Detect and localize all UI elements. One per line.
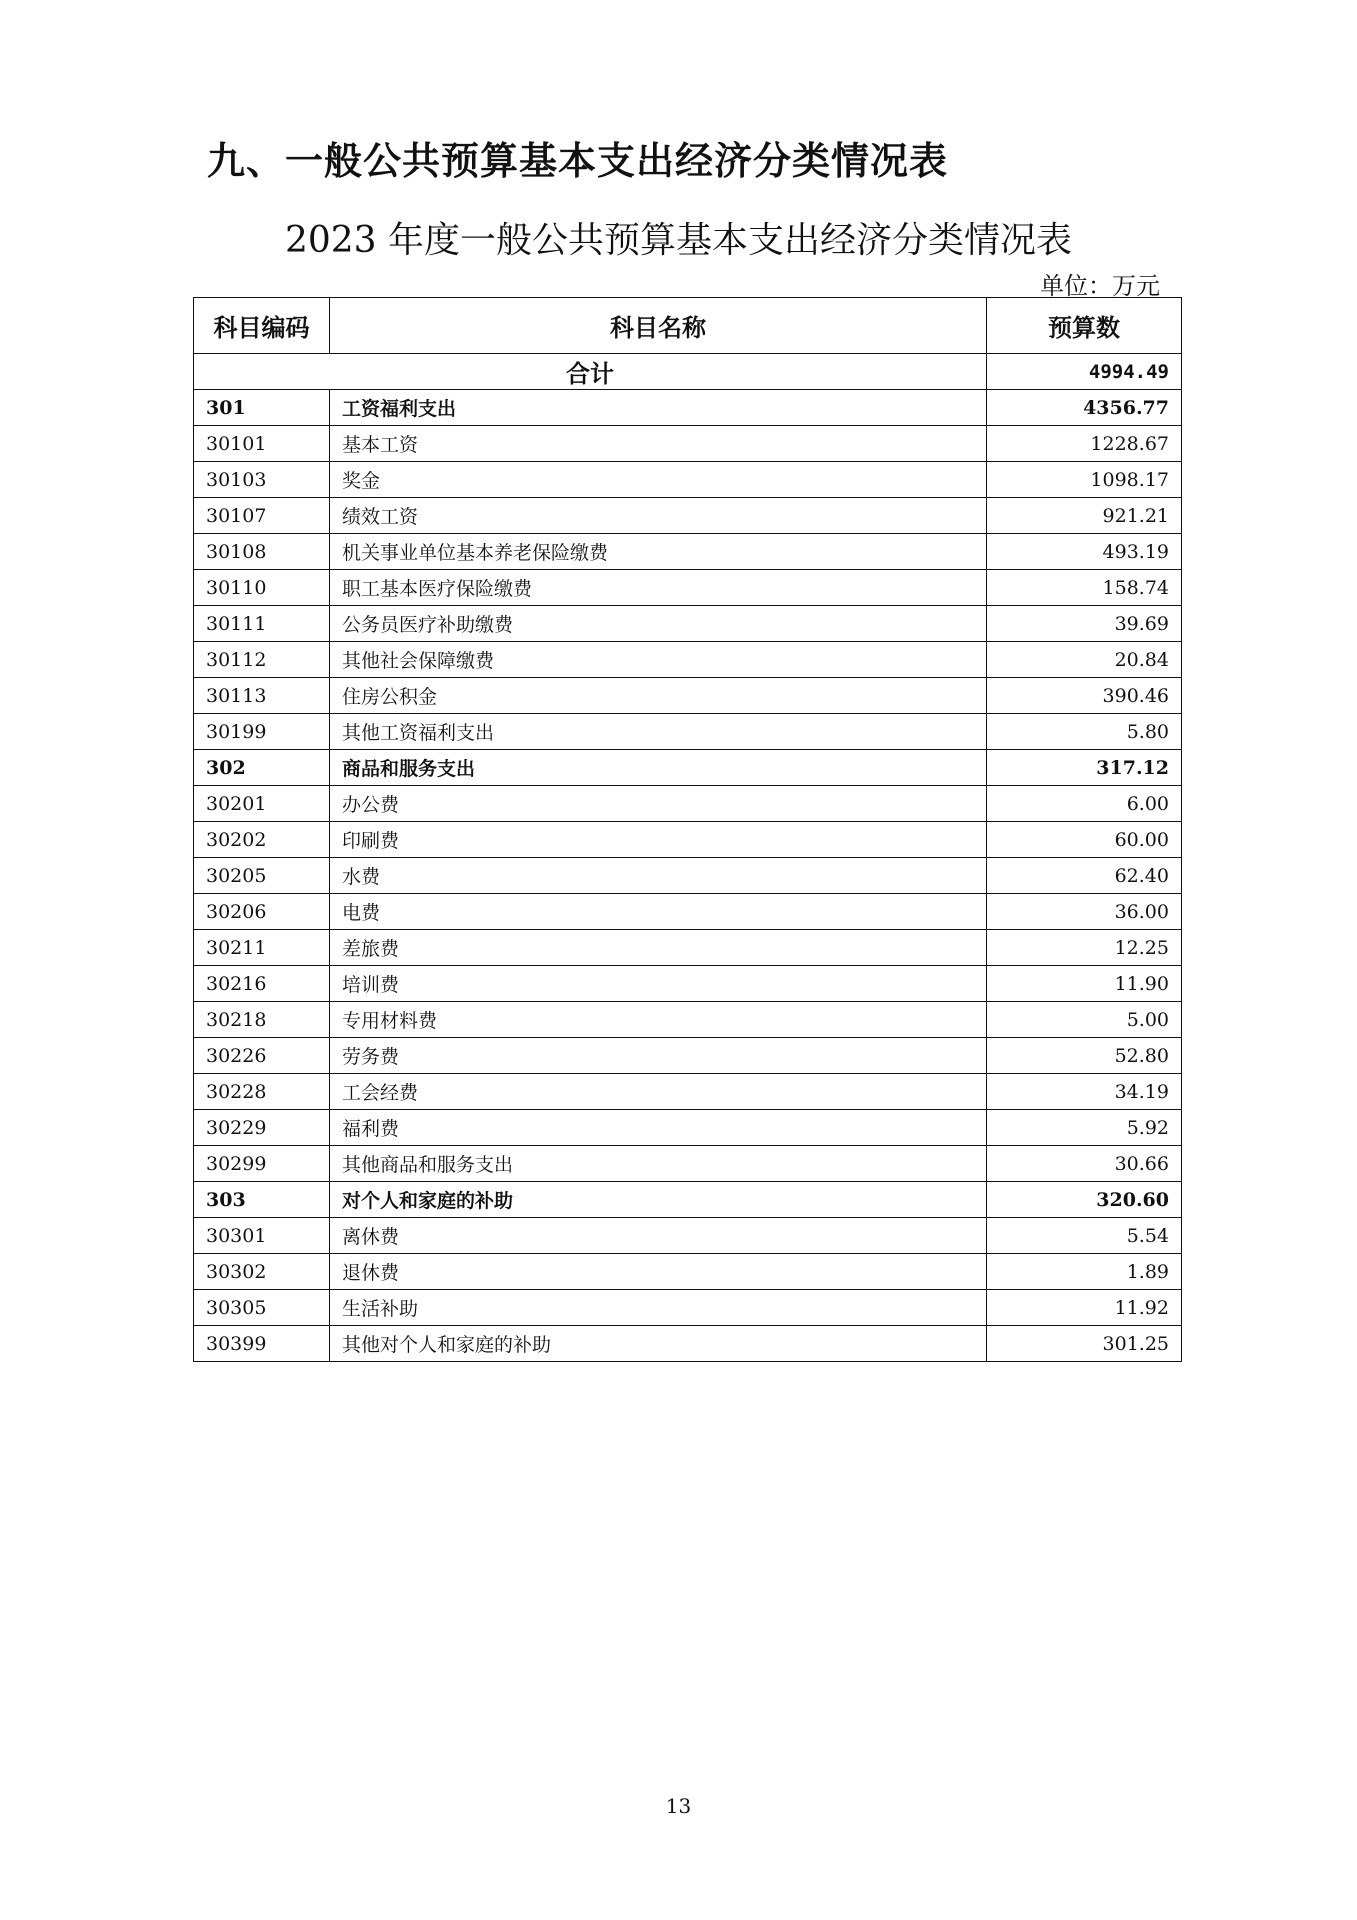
column-header-code: 科目编码 (194, 298, 330, 354)
row-name: 其他工资福利支出 (330, 714, 987, 750)
row-name: 公务员医疗补助缴费 (330, 606, 987, 642)
table-row (194, 606, 1182, 642)
row-name: 工会经费 (330, 1074, 987, 1110)
table-row (194, 426, 1182, 462)
row-code: 30305 (194, 1290, 330, 1326)
unit-label: 单位：万元 (1040, 272, 1160, 300)
table-row (194, 462, 1182, 498)
row-amount: 39.69 (987, 606, 1182, 642)
row-name: 职工基本医疗保险缴费 (330, 570, 987, 606)
row-code: 30228 (194, 1074, 330, 1110)
table-row (194, 786, 1182, 822)
row-name: 其他商品和服务支出 (330, 1146, 987, 1182)
row-amount: 5.00 (987, 1002, 1182, 1038)
row-name: 福利费 (330, 1110, 987, 1146)
table-row (194, 1326, 1182, 1362)
row-name: 对个人和家庭的补助 (330, 1182, 987, 1218)
row-name: 工资福利支出 (330, 390, 987, 426)
row-name: 水费 (330, 858, 987, 894)
row-code: 30110 (194, 570, 330, 606)
row-code: 30113 (194, 678, 330, 714)
row-name: 培训费 (330, 966, 987, 1002)
row-code: 30107 (194, 498, 330, 534)
row-name: 绩效工资 (330, 498, 987, 534)
row-amount: 5.80 (987, 714, 1182, 750)
row-amount: 317.12 (987, 750, 1182, 786)
row-code: 30101 (194, 426, 330, 462)
table-row (194, 714, 1182, 750)
table-row (194, 930, 1182, 966)
table-row (194, 822, 1182, 858)
row-name: 基本工资 (330, 426, 987, 462)
row-code: 30226 (194, 1038, 330, 1074)
row-code: 301 (194, 390, 330, 426)
row-amount: 5.54 (987, 1218, 1182, 1254)
row-name: 机关事业单位基本养老保险缴费 (330, 534, 987, 570)
row-amount: 4356.77 (987, 390, 1182, 426)
row-code: 30112 (194, 642, 330, 678)
row-amount: 11.92 (987, 1290, 1182, 1326)
table-row (194, 1074, 1182, 1110)
row-name: 商品和服务支出 (330, 750, 987, 786)
row-code: 30202 (194, 822, 330, 858)
row-code: 30206 (194, 894, 330, 930)
row-amount: 34.19 (987, 1074, 1182, 1110)
table-row (194, 570, 1182, 606)
category-row (194, 390, 1182, 426)
row-amount: 5.92 (987, 1110, 1182, 1146)
row-name: 离休费 (330, 1218, 987, 1254)
table-row (194, 1218, 1182, 1254)
category-row (194, 1182, 1182, 1218)
row-name: 其他社会保障缴费 (330, 642, 987, 678)
table-row (194, 678, 1182, 714)
row-code: 30211 (194, 930, 330, 966)
row-amount: 1.89 (987, 1254, 1182, 1290)
row-code: 30103 (194, 462, 330, 498)
row-code: 30299 (194, 1146, 330, 1182)
row-amount: 6.00 (987, 786, 1182, 822)
section-heading: 九、一般公共预算基本支出经济分类情况表 (207, 139, 949, 183)
table-row (194, 1110, 1182, 1146)
row-amount: 52.80 (987, 1038, 1182, 1074)
row-amount: 62.40 (987, 858, 1182, 894)
total-row (194, 354, 1182, 390)
table-title: 2023 年度一般公共预算基本支出经济分类情况表 (284, 220, 1073, 261)
row-code: 30229 (194, 1110, 330, 1146)
column-header-amount: 预算数 (987, 298, 1182, 354)
row-amount: 390.46 (987, 678, 1182, 714)
table-row (194, 1254, 1182, 1290)
row-name: 电费 (330, 894, 987, 930)
row-amount: 921.21 (987, 498, 1182, 534)
row-name: 住房公积金 (330, 678, 987, 714)
table-row (194, 534, 1182, 570)
row-code: 30301 (194, 1218, 330, 1254)
row-amount: 301.25 (987, 1326, 1182, 1362)
row-amount: 20.84 (987, 642, 1182, 678)
table-row (194, 1146, 1182, 1182)
row-amount: 158.74 (987, 570, 1182, 606)
row-amount: 320.60 (987, 1182, 1182, 1218)
row-amount: 493.19 (987, 534, 1182, 570)
row-amount: 12.25 (987, 930, 1182, 966)
table-row (194, 1290, 1182, 1326)
table-row (194, 894, 1182, 930)
row-code: 30111 (194, 606, 330, 642)
row-code: 30399 (194, 1326, 330, 1362)
row-amount: 60.00 (987, 822, 1182, 858)
row-code: 30108 (194, 534, 330, 570)
table-row (194, 498, 1182, 534)
table-row (194, 858, 1182, 894)
row-name: 其他对个人和家庭的补助 (330, 1326, 987, 1362)
row-name: 专用材料费 (330, 1002, 987, 1038)
table-row (194, 1038, 1182, 1074)
row-amount: 36.00 (987, 894, 1182, 930)
row-name: 办公费 (330, 786, 987, 822)
total-label: 合计 (194, 354, 987, 390)
row-code: 302 (194, 750, 330, 786)
total-amount: 4994.49 (987, 354, 1182, 390)
row-amount: 11.90 (987, 966, 1182, 1002)
row-code: 30205 (194, 858, 330, 894)
table-header-row (194, 298, 1182, 354)
table-row (194, 1002, 1182, 1038)
category-row (194, 750, 1182, 786)
row-code: 30302 (194, 1254, 330, 1290)
row-name: 差旅费 (330, 930, 987, 966)
table-row (194, 642, 1182, 678)
row-name: 印刷费 (330, 822, 987, 858)
table-row (194, 966, 1182, 1002)
row-code: 303 (194, 1182, 330, 1218)
row-amount: 1228.67 (987, 426, 1182, 462)
row-code: 30199 (194, 714, 330, 750)
table-body (194, 354, 1182, 1362)
column-header-name: 科目名称 (330, 298, 987, 354)
row-amount: 30.66 (987, 1146, 1182, 1182)
row-code: 30216 (194, 966, 330, 1002)
page-number: 13 (665, 1794, 692, 1818)
row-name: 奖金 (330, 462, 987, 498)
budget-table (193, 297, 1182, 1362)
row-code: 30218 (194, 1002, 330, 1038)
row-name: 生活补助 (330, 1290, 987, 1326)
row-name: 退休费 (330, 1254, 987, 1290)
row-amount: 1098.17 (987, 462, 1182, 498)
row-name: 劳务费 (330, 1038, 987, 1074)
row-code: 30201 (194, 786, 330, 822)
